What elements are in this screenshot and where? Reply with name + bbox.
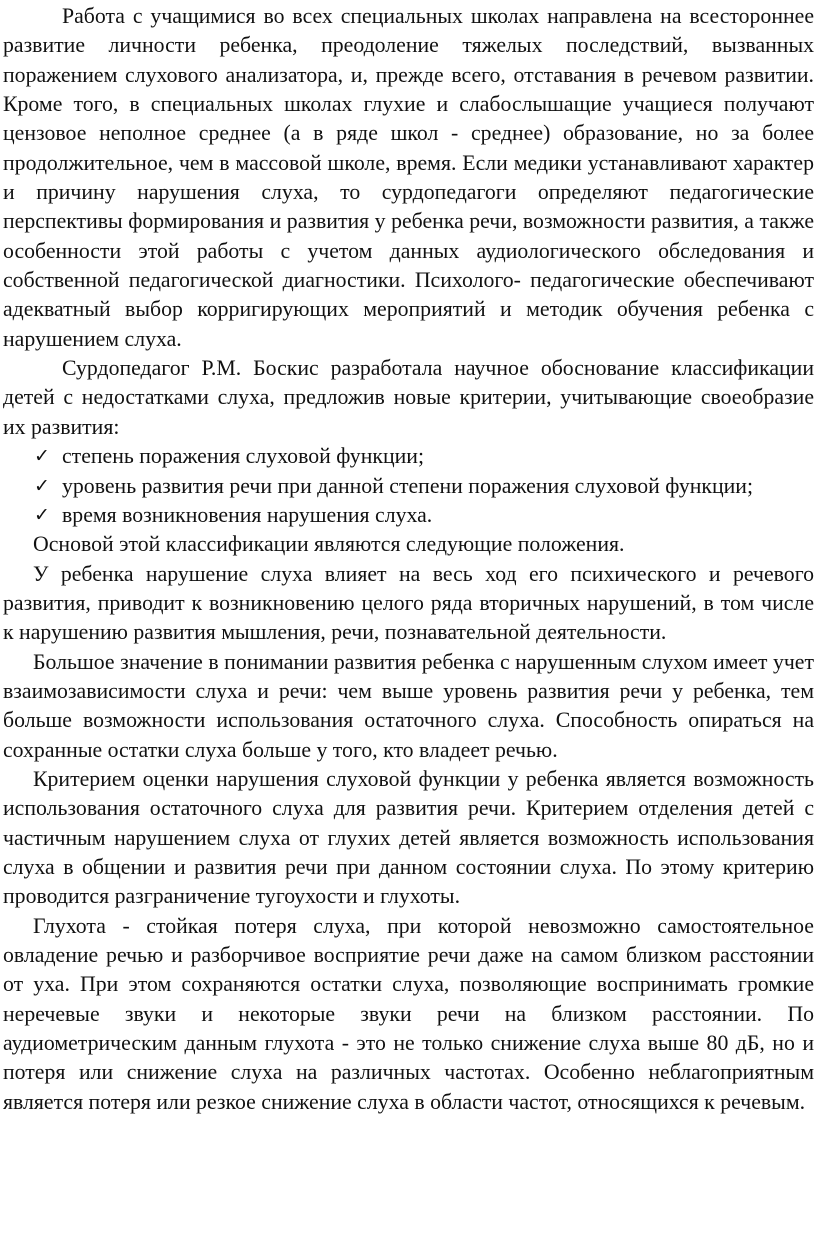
- list-item: [3, 501, 814, 530]
- checkmark-icon: ✓: [34, 503, 50, 526]
- paragraph-hearing-impact: У ребенка нарушение слуха влияет на весь ход его психического и речевого развития, приводит к возникновению целого ряда вторичных нарушений, в том числе к нарушению развития мышления, речи, познавательной деятельности.: [3, 561, 814, 645]
- checkmark-icon: ✓: [34, 474, 50, 497]
- checkmark-icon: ✓: [34, 445, 50, 468]
- paragraph-classification-basis: Основой этой классификации являются следующие положения.: [33, 532, 625, 557]
- list-item-text: степень поражения слуховой функции;: [62, 444, 425, 469]
- list-item-text: время возникновения нарушения слуха.: [62, 502, 433, 527]
- paragraph-deafness-definition: Глухота - стойкая потеря слуха, при которой невозможно самостоятельное овладение речью и разборчивое восприятие речи даже на самом близком расстоянии от уха. При этом сохраняются остатки слуха, позволяющие воспринимать громкие неречевые звуки и некоторые звуки речи на близком расстоянии. По аудиометрическим данным глухота - это не только снижение слуха выше 80 дБ, но и потеря или снижение слуха на различных частотах. Особенно неблагоприятным является потеря или резкое снижение слуха в области частот, относящихся к речевым.: [3, 913, 814, 1114]
- criteria-list: [3, 442, 814, 530]
- list-item: [3, 442, 814, 471]
- list-item-text: уровень развития речи при данной степени поражения слуховой функции;: [62, 473, 754, 498]
- paragraph-work-with-students: Работа с учащимися во всех специальных школах направлена на всестороннее развитие личности ребенка, преодоление тяжелых последствий, вызванных поражением слухового анализатора, и, прежде всего, отставания в речевом развитии. Кроме того, в специальных школах глухие и слабослышащие учащиеся получают цензовое неполное среднее (а в ряде школ - среднее) образование, но за более продолжительное, чем в массовой школе, время. Если медики устанавливают характер и причину нарушения слуха, то сурдопедагоги определяют педагогические перспективы формирования и развития у ребенка речи, возможности развития, а также особенности этой работы с учетом данных аудиологического обследования и собственной педагогической диагностики. Психолого- педагогические обеспечивают адекватный выбор корригирующих мероприятий и методик обучения ребенка с нарушением слуха.: [3, 4, 814, 351]
- paragraph-assessment-criterion: Критерием оценки нарушения слуховой функции у ребенка является возможность использования остаточного слуха для развития речи. Критерием отделения детей с частичным нарушением слуха от глухих детей является возможность использования слуха в общении и развития речи при данном состоянии слуха. По этому критерию проводится разграничение тугоухости и глухоты.: [3, 766, 814, 909]
- paragraph-hearing-speech-relation: Большое значение в понимании развития ребенка с нарушенным слухом имеет учет взаимозависимости слуха и речи: чем выше уровень развития речи у ребенка, тем больше возможности использования остаточного слуха. Способность опираться на сохранные остатки слуха больше у того, кто владеет речью.: [3, 649, 814, 762]
- list-item: [3, 472, 814, 501]
- paragraph-boskis-classification: Сурдопедагог Р.М. Боскис разработала научное обоснование классификации детей с недостатками слуха, предложив новые критерии, учитывающие своеобразие их развития:: [3, 356, 814, 439]
